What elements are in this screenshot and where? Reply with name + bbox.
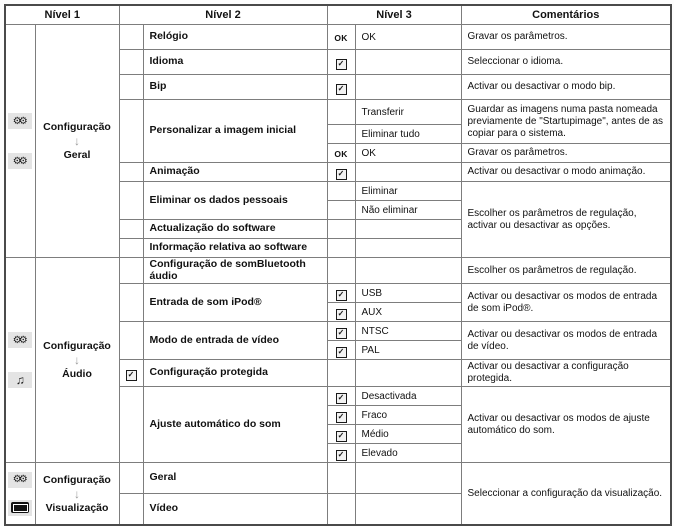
level2-cell: Relógio — [143, 25, 327, 50]
comment-cell: Activar ou desactivar os modos de entrada de som iPod®. — [461, 284, 671, 322]
level2-cell: Entrada de som iPod® — [143, 284, 327, 322]
level3-cell: Eliminar tudo — [355, 125, 461, 144]
checkbox-icon: ✓ — [336, 290, 347, 301]
level2-cell: Bip — [143, 75, 327, 100]
level3-cell: Não eliminar — [355, 201, 461, 220]
level1-title: Configuração — [43, 121, 111, 133]
level2-icon-cell — [119, 258, 143, 284]
checkbox-icon: ✓ — [336, 169, 347, 180]
level2-cell: Ajuste automático do som — [143, 387, 327, 463]
comment-cell: Escolher os parâmetros de regulação. — [461, 258, 671, 284]
gear-icon: ⚙⚙ — [8, 113, 32, 129]
level3-icon-cell — [327, 258, 355, 284]
level3-cell — [355, 258, 461, 284]
level2-cell: Vídeo — [143, 494, 327, 526]
level3-icon-cell — [327, 182, 355, 201]
level1-target: Geral — [63, 149, 91, 161]
level2-icon-cell — [119, 463, 143, 494]
checkbox-icon: ✓ — [336, 347, 347, 358]
table-row — [5, 463, 671, 494]
level2-icon-cell — [119, 220, 143, 239]
level2-cell: Configuração de somBluetooth áudio — [143, 258, 327, 284]
comment-cell: Guardar as imagens numa pasta nomeada previamente de "Startupimage", antes de as copiar para o sistema. — [461, 100, 671, 144]
level3-icon-cell — [327, 341, 355, 360]
checkbox-icon: ✓ — [336, 59, 347, 70]
level3-icon-cell — [327, 75, 355, 100]
comment-cell: Activar ou desactivar os modos de ajuste automático do som. — [461, 387, 671, 463]
comment-cell: Activar ou desactivar a configuração protegida. — [461, 360, 671, 387]
level2-cell: Modo de entrada de vídeo — [143, 322, 327, 360]
level2-cell: Informação relativa ao software — [143, 239, 327, 258]
level2-icon-cell — [119, 239, 143, 258]
level3-cell: NTSC — [355, 322, 461, 341]
header-nivel3: Nível 3 — [327, 5, 461, 25]
level1-title: Configuração — [43, 340, 111, 353]
level3-icon-cell — [327, 303, 355, 322]
level2-cell: Geral — [143, 463, 327, 494]
comment-cell: Activar ou desactivar os modos de entrada de vídeo. — [461, 322, 671, 360]
gear-icon: ⚙⚙ — [8, 332, 32, 348]
level3-cell — [355, 50, 461, 75]
level3-cell: OK — [355, 25, 461, 50]
checkbox-icon: ✓ — [336, 84, 347, 95]
level2-icon-cell — [119, 163, 143, 182]
level2-icon-cell — [119, 284, 143, 322]
level2-cell: Idioma — [143, 50, 327, 75]
checkbox-icon: ✓ — [336, 309, 347, 320]
level2-icon-cell — [119, 25, 143, 50]
level3-cell: PAL — [355, 341, 461, 360]
checkbox-icon: ✓ — [336, 328, 347, 339]
level2-icon-cell — [119, 100, 143, 163]
level2-icon-cell — [119, 360, 143, 387]
ok-icon: OK — [334, 33, 348, 43]
level2-cell: Configuração protegida — [143, 360, 327, 387]
level1-target: Áudio — [62, 368, 92, 381]
level1-label-cell — [35, 258, 119, 463]
table-row — [5, 25, 671, 50]
level2-cell: Animação — [143, 163, 327, 182]
gear-icon: ⚙⚙ — [8, 472, 32, 488]
level2-icon-cell — [119, 387, 143, 463]
level2-cell: Personalizar a imagem inicial — [143, 100, 327, 163]
level3-icon-cell — [327, 201, 355, 220]
comment-cell: Seleccionar o idioma. — [461, 50, 671, 75]
level3-cell — [355, 163, 461, 182]
level3-icon-cell — [327, 463, 355, 494]
checkbox-icon: ✓ — [336, 431, 347, 442]
level3-icon-cell — [327, 360, 355, 387]
level3-icon-cell — [327, 322, 355, 341]
comment-cell: Seleccionar a configuração da visualização. — [461, 463, 671, 526]
level3-cell: Fraco — [355, 406, 461, 425]
level2-icon-cell — [119, 182, 143, 220]
level2-icon-cell — [119, 75, 143, 100]
level3-cell — [355, 220, 461, 239]
comment-cell: Activar ou desactivar o modo animação. — [461, 163, 671, 182]
level2-cell: Actualização do software — [143, 220, 327, 239]
level3-icon-cell — [327, 50, 355, 75]
level3-icon-cell — [327, 425, 355, 444]
music-note-icon: ♫ — [8, 372, 32, 388]
level3-icon-cell — [327, 284, 355, 303]
header-nivel1: Nível 1 — [5, 5, 119, 25]
level3-icon-cell — [327, 239, 355, 258]
level2-icon-cell — [119, 494, 143, 526]
level1-label-cell — [35, 463, 119, 526]
table-header-row — [5, 5, 671, 25]
level1-label-cell — [35, 25, 119, 258]
header-nivel2: Nível 2 — [119, 5, 327, 25]
level3-icon-cell — [327, 444, 355, 463]
level3-icon-cell — [327, 144, 355, 163]
level3-cell: USB — [355, 284, 461, 303]
level3-icon-cell — [327, 494, 355, 526]
level3-icon-cell — [327, 387, 355, 406]
level3-cell: Desactivada — [355, 387, 461, 406]
gear-icon: ⚙⚙ — [8, 153, 32, 169]
level1-title: Configuração — [43, 473, 111, 486]
level3-cell: Eliminar — [355, 182, 461, 201]
level3-cell: OK — [355, 144, 461, 163]
level1-icons-cell — [5, 463, 35, 526]
comment-cell: Escolher os parâmetros de regulação, activar ou desactivar as opções. — [461, 182, 671, 258]
down-arrow-icon: ↓ — [74, 353, 80, 368]
level1-icons-cell — [5, 258, 35, 463]
down-arrow-icon: ↓ — [74, 486, 80, 501]
checkbox-icon: ✓ — [336, 412, 347, 423]
comment-cell: Gravar os parâmetros. — [461, 25, 671, 50]
header-comentarios: Comentários — [461, 5, 671, 25]
level3-icon-cell — [327, 163, 355, 182]
level2-icon-cell — [119, 50, 143, 75]
comment-cell: Gravar os parâmetros. — [461, 144, 671, 163]
ok-icon: OK — [334, 149, 348, 159]
table-row — [5, 258, 671, 284]
level3-cell — [355, 360, 461, 387]
comment-cell: Activar ou desactivar o modo bip. — [461, 75, 671, 100]
level3-cell: Médio — [355, 425, 461, 444]
level3-cell: AUX — [355, 303, 461, 322]
level3-icon-cell — [327, 100, 355, 125]
checkbox-icon: ✓ — [126, 370, 137, 381]
level2-cell: Eliminar os dados pessoais — [143, 182, 327, 220]
level3-icon-cell — [327, 25, 355, 50]
level3-icon-cell — [327, 406, 355, 425]
menu-levels-table — [4, 4, 672, 526]
level1-icons-cell — [5, 25, 35, 258]
level3-cell — [355, 75, 461, 100]
checkbox-icon: ✓ — [336, 450, 347, 461]
down-arrow-icon: ↓ — [74, 134, 80, 148]
display-icon — [8, 500, 32, 516]
level3-cell: Elevado — [355, 444, 461, 463]
checkbox-icon: ✓ — [336, 393, 347, 404]
level1-target: Visualização — [45, 501, 109, 514]
level3-cell: Transferir — [355, 100, 461, 125]
level3-icon-cell — [327, 125, 355, 144]
level3-icon-cell — [327, 220, 355, 239]
level3-cell — [355, 239, 461, 258]
level2-icon-cell — [119, 322, 143, 360]
level3-cell — [355, 494, 461, 526]
level3-cell — [355, 463, 461, 494]
